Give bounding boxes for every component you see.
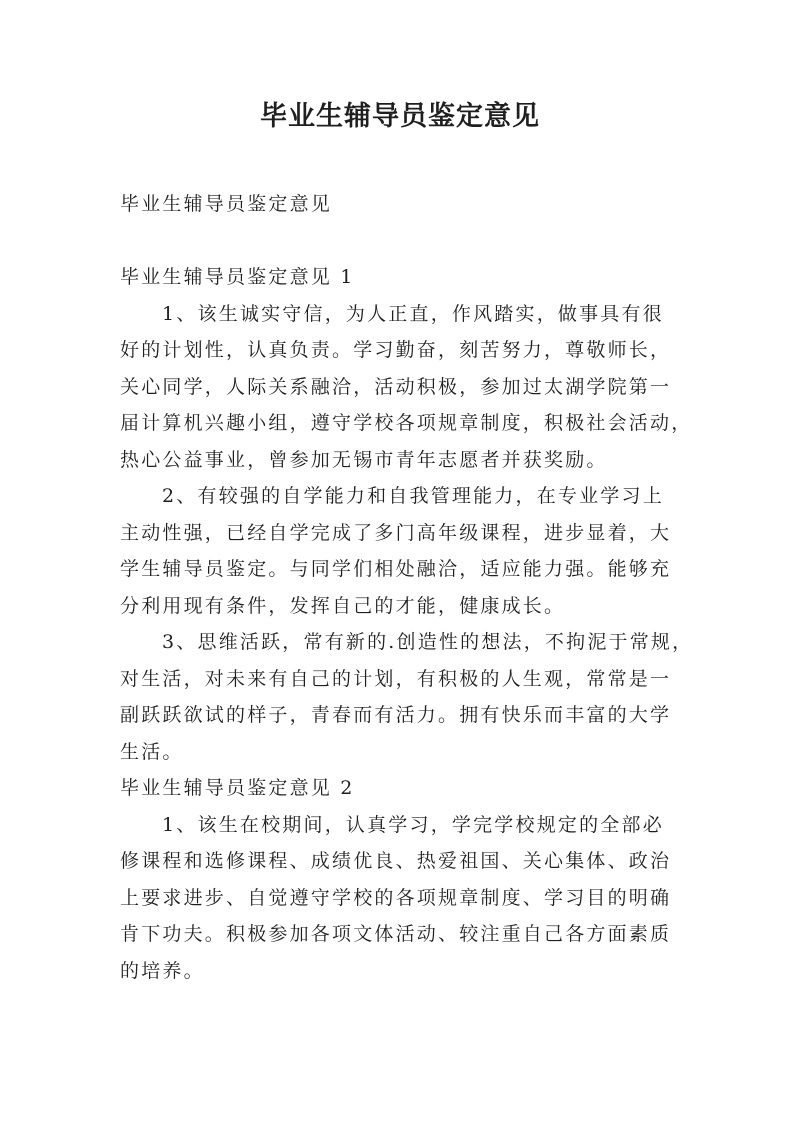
blank-line bbox=[120, 223, 685, 260]
paragraph-line: 的培养。 bbox=[120, 959, 205, 982]
paragraph-line: 生活。 bbox=[120, 740, 184, 763]
paragraph-line: 副跃跃欲试的样子，青春而有活力。拥有快乐而丰富的大学 bbox=[120, 704, 672, 726]
paragraph bbox=[120, 807, 685, 990]
paragraph-line: 修课程和选修课程、成绩优良、热爱祖国、关心集体、政治 bbox=[120, 850, 672, 872]
paragraph-line: 学生辅导员鉴定。与同学们相处融洽，适应能力强。能够充 bbox=[120, 558, 672, 580]
paragraph bbox=[120, 478, 685, 624]
paragraph-line: 3、思维活跃，常有新的.创造性的想法，不拘泥于常规， bbox=[162, 631, 694, 653]
paragraph bbox=[120, 296, 693, 479]
section-heading: 毕业生辅导员鉴定意见 2 bbox=[120, 777, 355, 799]
paragraph-line: 分利用现有条件，发挥自己的才能，健康成长。 bbox=[120, 594, 566, 617]
paragraph-line: 关心同学，人际关系融洽，活动积极，参加过太湖学院第一 bbox=[120, 375, 672, 398]
paragraph bbox=[120, 624, 694, 770]
paragraph-line: 热心公益事业，曾参加无锡市青年志愿者并获奖励。 bbox=[120, 448, 608, 471]
paragraph-line: 主动性强，已经自学完成了多门高年级课程，进步显着，大 bbox=[120, 521, 672, 544]
paragraph-line: 2、有较强的自学能力和自我管理能力，在专业学习上 bbox=[162, 485, 664, 507]
section-heading: 毕业生辅导员鉴定意见 1 bbox=[120, 266, 355, 288]
paragraph-line: 1、该生诚实守信，为人正直，作风踏实，做事具有很 bbox=[162, 302, 664, 325]
document-title: 毕业生辅导员鉴定意见 bbox=[260, 101, 540, 132]
paragraph-line: 1、该生在校期间，认真学习，学完学校规定的全部必 bbox=[162, 813, 664, 836]
paragraph-line: 上要求进步、自觉遵守学校的各项规章制度、学习目的明确 bbox=[120, 886, 672, 909]
paragraph-line: 对生活，对未来有自己的计划，有积极的人生观，常常是一 bbox=[120, 667, 672, 690]
paragraph-line: 肯下功夫。积极参加各项文体活动、较注重自己各方面素质 bbox=[120, 923, 672, 945]
paragraph-line: 好的计划性，认真负责。学习勤奋，刻苦努力，尊敬师长， bbox=[120, 339, 672, 361]
document-body bbox=[120, 186, 694, 989]
paragraph-line: 届计算机兴趣小组，遵守学校各项规章制度，积极社会活动， bbox=[120, 412, 693, 434]
document-subtitle: 毕业生辅导员鉴定意见 bbox=[120, 193, 333, 215]
